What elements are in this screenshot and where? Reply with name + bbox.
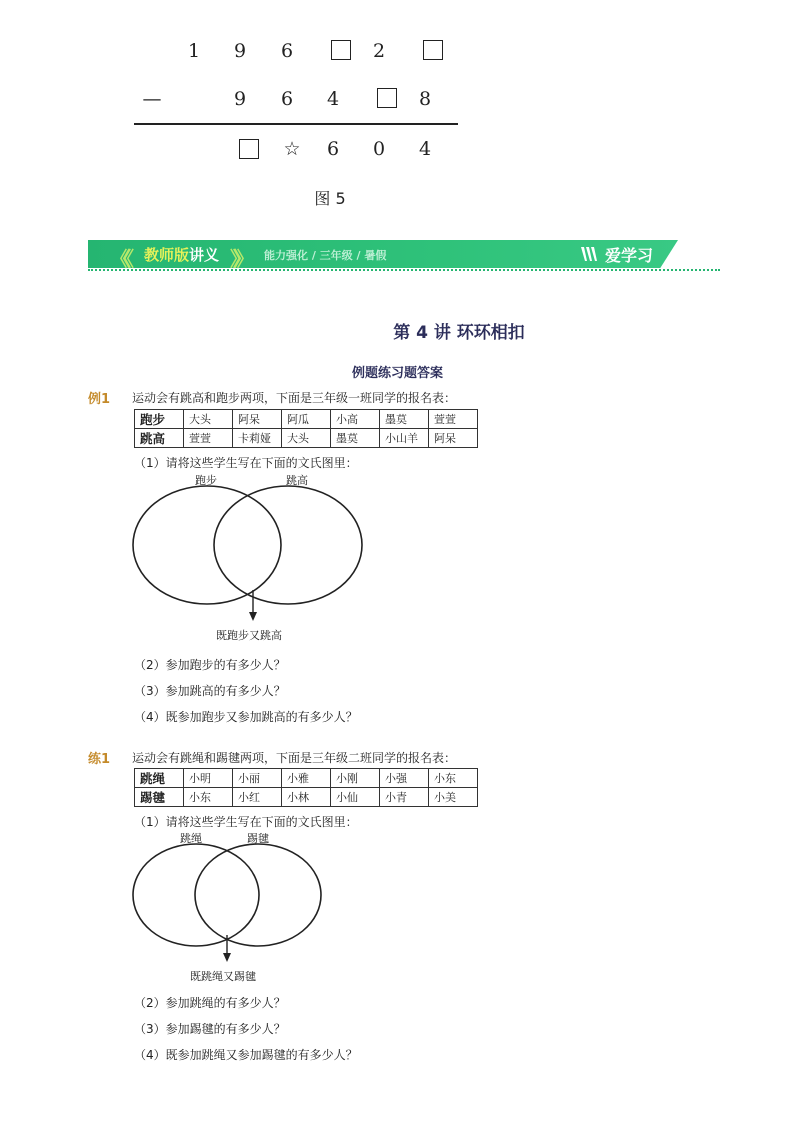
venn-left-circle: [133, 844, 259, 946]
header-banner: [88, 240, 720, 271]
table-row: [135, 788, 478, 807]
star-icon: ☆: [283, 138, 301, 160]
table-header-cell: 跳绳: [135, 769, 184, 788]
digit: 6: [326, 138, 340, 160]
digit: 2: [372, 40, 386, 62]
table-cell: 小强: [380, 769, 429, 788]
venn-right-circle: [214, 486, 362, 604]
digit: 4: [418, 138, 432, 160]
chevron-right-icon: 》》: [230, 247, 248, 271]
table-cell: 大头: [282, 429, 331, 448]
table-cell: 小雅: [282, 769, 331, 788]
question-4: （4）既参加跑步又参加跳高的有多少人？: [134, 710, 358, 724]
table-cell: 小山羊: [380, 429, 429, 448]
figure-caption: 图 5: [314, 189, 346, 208]
table-row: [135, 769, 478, 788]
table-cell: 小林: [282, 788, 331, 807]
banner-divider: [88, 269, 720, 271]
table-cell: 萱萱: [429, 410, 478, 429]
venn-left-label: 跳绳: [180, 832, 202, 845]
venn-diagram: [130, 485, 370, 625]
table-cell: 小美: [429, 788, 478, 807]
question-1: （1）请将这些学生写在下面的文氏图里：: [134, 456, 358, 470]
table-row: [135, 429, 478, 448]
brand-logo: 爱学习: [605, 246, 654, 265]
question-2: （2）参加跑步的有多少人？: [134, 658, 286, 672]
table-cell: 小东: [184, 788, 233, 807]
table-cell: 小刚: [331, 769, 380, 788]
table-cell: 阿瓜: [282, 410, 331, 429]
venn-right-circle: [195, 844, 321, 946]
blank-box: [239, 139, 259, 159]
venn-intersection-label: 既跳绳又踢毽: [190, 970, 256, 983]
blank-box: [331, 40, 351, 60]
question-3: （3）参加跳高的有多少人？: [134, 684, 286, 698]
venn-left-label: 跑步: [195, 474, 217, 487]
logo-icon: [580, 245, 602, 263]
digit: 4: [326, 88, 340, 110]
venn-diagram: [130, 843, 330, 968]
question-3: （3）参加踢毽的有多少人？: [134, 1022, 286, 1036]
blank-box: [377, 88, 397, 108]
minus-sign: —: [142, 88, 162, 110]
table-cell: 小明: [184, 769, 233, 788]
table-row: [135, 410, 478, 429]
question-4: （4）既参加跳绳又参加踢毽的有多少人？: [134, 1048, 358, 1062]
example-label: 例1: [88, 392, 111, 407]
venn-right-label: 踢毽: [247, 832, 269, 845]
digit: 8: [418, 88, 432, 110]
digit: 1: [187, 40, 201, 62]
table-cell: 墨莫: [331, 429, 380, 448]
venn-right-label: 跳高: [286, 474, 308, 487]
table-cell: 卡莉娅: [233, 429, 282, 448]
table-header-cell: 踢毽: [135, 788, 184, 807]
table-cell: 小东: [429, 769, 478, 788]
digit: 9: [233, 88, 247, 110]
arrow-down-icon: [223, 953, 231, 962]
practice-text: 运动会有跳绳和踢毽两项，下面是三年级二班同学的报名表：: [132, 751, 457, 765]
digit: 6: [280, 40, 294, 62]
question-1: （1）请将这些学生写在下面的文氏图里：: [134, 815, 358, 829]
table-cell: 阿呆: [233, 410, 282, 429]
table-cell: 小丽: [233, 769, 282, 788]
digit: 6: [280, 88, 294, 110]
table-header-cell: 跳高: [135, 429, 184, 448]
example-text: 运动会有跳高和跑步两项，下面是三年级一班同学的报名表：: [132, 391, 457, 405]
digit: 9: [233, 40, 247, 62]
table-cell: 大头: [184, 410, 233, 429]
practice-label: 练1: [88, 752, 111, 767]
registration-table: [134, 768, 478, 807]
venn-intersection-label: 既跑步又跳高: [216, 629, 282, 642]
table-cell: 小高: [331, 410, 380, 429]
table-cell: 萱萱: [184, 429, 233, 448]
section-title: 例题练习题答案: [352, 366, 444, 381]
digit: 0: [372, 138, 386, 160]
table-cell: 小红: [233, 788, 282, 807]
banner-subtitle: 能力强化 / 三年级 / 暑假: [264, 249, 387, 262]
chevron-left-icon: 《《: [110, 247, 128, 271]
blank-box: [423, 40, 443, 60]
sum-rule: [134, 123, 458, 125]
venn-left-circle: [133, 486, 281, 604]
table-cell: 小仙: [331, 788, 380, 807]
question-2: （2）参加跳绳的有多少人？: [134, 996, 286, 1010]
table-cell: 阿呆: [429, 429, 478, 448]
table-cell: 墨莫: [380, 410, 429, 429]
table-cell: 小青: [380, 788, 429, 807]
table-header-cell: 跑步: [135, 410, 184, 429]
lecture-title: 第 4 讲 环环相扣: [393, 323, 525, 343]
arrow-down-icon: [249, 612, 257, 621]
banner-title: 教师版讲义: [144, 246, 220, 264]
registration-table: [134, 409, 478, 448]
